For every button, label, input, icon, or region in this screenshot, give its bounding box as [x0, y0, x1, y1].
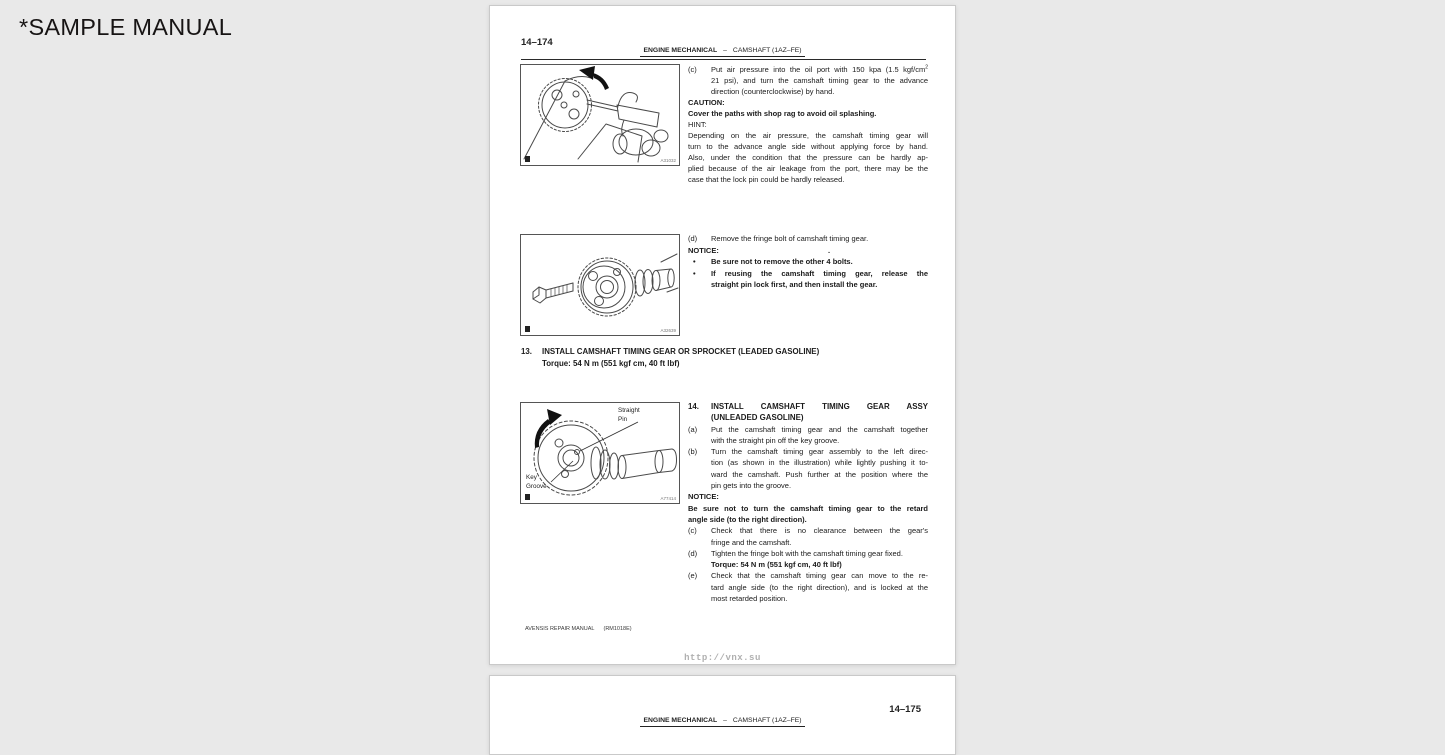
step-13-title: INSTALL CAMSHAFT TIMING GEAR OR SPROCKET (LEADED GASOLINE): [542, 347, 820, 356]
manual-code: (RM1018E): [603, 626, 632, 632]
step-c-text-block: [688, 64, 928, 185]
caution-text: Cover the paths with shop rag to avoid oil splashing.: [688, 109, 877, 118]
header-separator: –: [723, 717, 727, 724]
subsection-title: CAMSHAFT (1AZ–FE): [732, 717, 802, 724]
notice-title: NOTICE:: [688, 492, 719, 502]
manual-page-174: [489, 5, 956, 665]
step-14c: (c) Check that there is no clearance between the gear's fringe and the camshaft.: [688, 526, 928, 547]
step-14b: (b) Turn the camshaft timing gear assembly to the left direc- tion (as shown in the illustration) while lightly pushing it to- ward the camshaft. Push further at the position where the pin gets into the groove.: [688, 447, 928, 491]
step-14a: (a) Put the camshaft timing gear and the camshaft together with the straight pin off the key groove.: [688, 424, 928, 445]
page-number: 14–175: [889, 704, 921, 715]
subsection-title: CAMSHAFT (1AZ–FE): [732, 47, 802, 54]
figure-exploded-gear: [520, 234, 680, 336]
figure-code: A77414: [660, 496, 676, 501]
step-number: 13.: [521, 347, 532, 356]
superscript: 2: [925, 64, 928, 71]
exploded-gear-illustration: [521, 235, 679, 335]
step-label: (d): [688, 234, 698, 243]
bullet-icon: •: [693, 268, 696, 278]
figure-marker-icon: [525, 156, 530, 162]
url-watermark: http://vnx.su: [684, 653, 761, 663]
caution-title: CAUTION:: [688, 98, 725, 107]
manual-name: AVENSIS REPAIR MANUAL: [525, 626, 595, 632]
figure-timing-gear-assy: [520, 402, 680, 504]
figure-code: A32639: [660, 328, 676, 333]
step-14-text-block: [688, 401, 928, 604]
step-c: (c) Put air pressure into the oil port with 150 kpa (1.5 kgf/$cm^2$ 21 psi), and turn the camshaft timing gear to the advance direction (counterclockwise) by hand.: [688, 64, 928, 96]
straight-pin-label: Straight Pin: [618, 407, 640, 423]
hint-text: Depending on the air pressure, the camshaft timing gear will turn to the advance angle side without applying force by hand. Also, under the condition that the pressure can be hardly ap- plied because of the air leakage from the port, there may be the case that the lock pin could be hardly released.: [688, 131, 928, 184]
notice-text: Be sure not to turn the camshaft timing gear to the retard angle side (to the right direction).: [688, 503, 928, 524]
step-13-torque: Torque: 54 N m (551 kgf cm, 40 ft lbf): [542, 359, 680, 368]
figure-marker-icon: [525, 326, 530, 332]
section-header: [490, 47, 955, 57]
step-14d: (d) Tighten the fringe bolt with the camshaft timing gear fixed. Torque: 54 N m (551 kgf cm, 40 ft lbf): [688, 548, 928, 571]
air-gun-illustration: [521, 65, 679, 165]
notice-title: NOTICE: .: [688, 245, 831, 255]
step-label: (c): [688, 65, 697, 74]
step-d-text-block: [688, 233, 928, 291]
manual-footer: [525, 626, 632, 632]
page-number: 14–174: [521, 37, 553, 48]
rotation-arrow-icon: [535, 409, 562, 448]
step-number: 14.: [688, 402, 699, 411]
torque-spec: Torque: 54 N m (551 kgf cm, 40 ft lbf): [711, 560, 842, 570]
manual-page-175: [489, 675, 956, 755]
notice-bullet-1: • Be sure not to remove the other 4 bolts.: [688, 256, 928, 268]
key-groove-label: Key Groove: [526, 474, 547, 490]
step-14e: (e) Check that the camshaft timing gear can move to the re- tard angle side (to the right direction), and is locked at the most retarded position.: [688, 571, 928, 604]
sample-manual-watermark: *SAMPLE MANUAL: [19, 14, 233, 40]
notice-bullet-2: • If reusing the camshaft timing gear, release the straight pin lock first, and then install the gear.: [688, 268, 928, 291]
figure-air-pressure: [520, 64, 680, 166]
hint-title: HINT:: [688, 120, 707, 129]
step-14-heading: 14. INSTALL CAMSHAFT TIMING GEAR ASSY (UNLEADED GASOLINE): [688, 402, 928, 423]
section-title: ENGINE MECHANICAL: [643, 47, 718, 54]
section-title: ENGINE MECHANICAL: [643, 717, 718, 724]
header-rule: [521, 59, 926, 60]
figure-marker-icon: [525, 494, 530, 500]
section-header: [490, 717, 955, 727]
figure-code: A31032: [660, 158, 676, 163]
step-d: (d) Remove the fringe bolt of camshaft timing gear.: [688, 234, 869, 243]
step-13: [521, 346, 819, 370]
header-separator: –: [723, 47, 727, 54]
bullet-icon: •: [693, 257, 696, 266]
stray-dot: .: [828, 245, 831, 255]
